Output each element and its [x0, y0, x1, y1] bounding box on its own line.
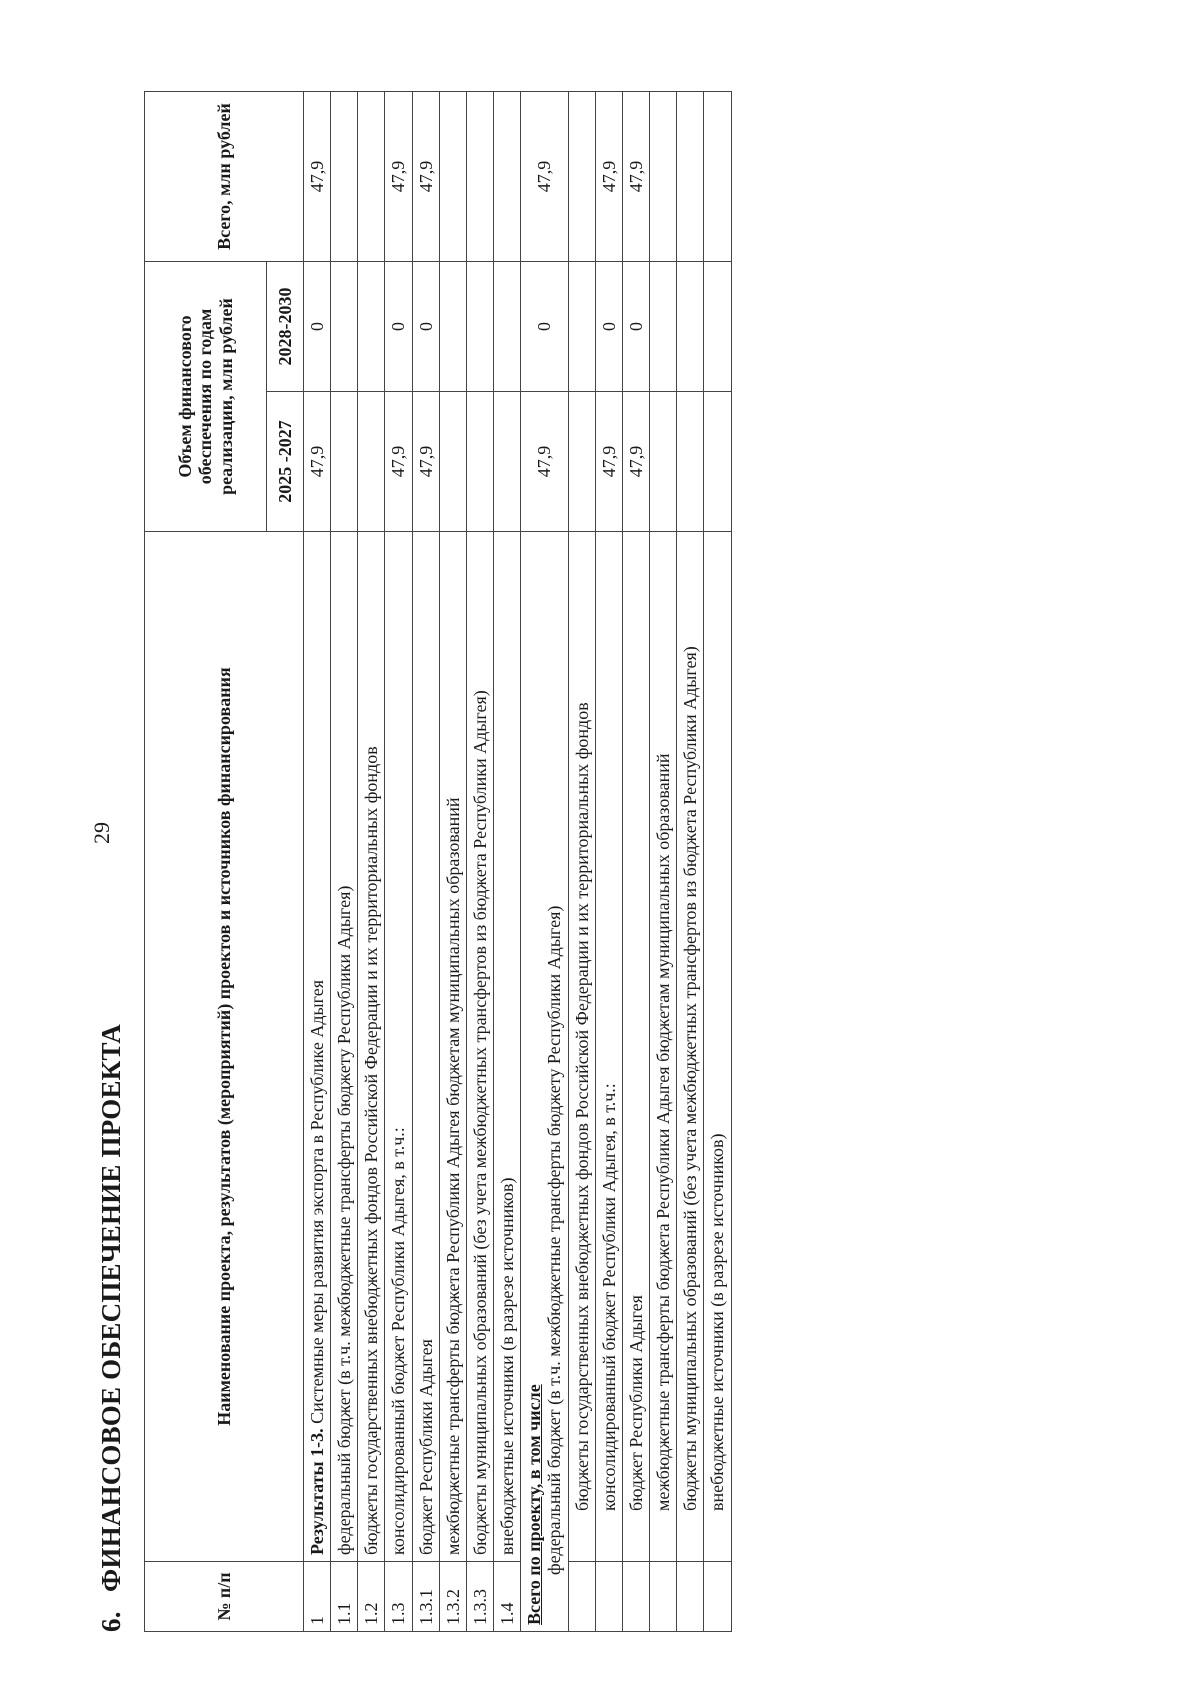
page-number: 29 — [89, 822, 114, 844]
row-number: 1.3 — [385, 1562, 412, 1632]
header-total: Всего, млн рублей — [145, 91, 304, 261]
row-value-2025-2027 — [466, 392, 493, 532]
total-value-total: 47,9 — [521, 91, 568, 261]
total-sub-value-2025-2027 — [677, 392, 704, 532]
row-value-2025-2027 — [358, 392, 385, 532]
total-sub-number — [595, 1562, 622, 1632]
total-sub-value-total: 47,9 — [622, 91, 649, 261]
total-sub-value-total — [677, 91, 704, 261]
row-name: бюджет Республики Адыгея — [412, 532, 439, 1562]
total-sub-value-2025-2027: 47,9 — [595, 392, 622, 532]
row-value-2025-2027: 47,9 — [385, 392, 412, 532]
row-number: 1.4 — [494, 1562, 521, 1632]
header-num: № п/п — [145, 1562, 304, 1632]
total-sub-name: бюджеты муниципальных образований (без учета межбюджетных трансфертов из бюджета Республики Адыгея) — [677, 532, 704, 1562]
total-sub-number — [622, 1562, 649, 1632]
table-row — [439, 91, 466, 1631]
total-value-2028-2030: 0 — [521, 261, 568, 391]
total-sub-row — [650, 91, 677, 1631]
total-sub-name: консолидированный бюджет Республики Адыгея, в т.ч.: — [595, 532, 622, 1562]
table-row — [385, 91, 412, 1631]
total-sub-value-2025-2027 — [704, 392, 731, 532]
total-sub-value-total: 47,9 — [595, 91, 622, 261]
table-row — [304, 91, 331, 1631]
section-heading — [96, 1024, 127, 1632]
row-value-total: 47,9 — [412, 91, 439, 261]
total-sub-row — [622, 91, 649, 1631]
total-sub-number — [650, 1562, 677, 1632]
row-name: бюджеты государственных внебюджетных фондов Российской Федерации и их территориальных фондов — [358, 532, 385, 1562]
section-number: 6. — [96, 1611, 126, 1632]
total-sub-number — [568, 1562, 595, 1632]
total-sub-number — [704, 1562, 731, 1632]
row-value-2028-2030: 0 — [385, 261, 412, 391]
row-number: 1.1 — [331, 1562, 358, 1632]
header-name: Наименование проекта, результатов (мероприятий) проектов и источников финансирования — [145, 532, 304, 1562]
total-sub-name: бюджет Республики Адыгея — [622, 532, 649, 1562]
total-value-2025-2027: 47,9 — [521, 392, 568, 532]
total-sub-value-2025-2027: 47,9 — [622, 392, 649, 532]
header-year-2028-2030: 2028-2030 — [267, 261, 304, 391]
row-value-2028-2030: 0 — [412, 261, 439, 391]
row-number: 1.2 — [358, 1562, 385, 1632]
total-sub-row — [595, 91, 622, 1631]
rotated-page-content — [96, 92, 1096, 1632]
total-sub-name: внебюджетные источники (в разрезе источников) — [704, 532, 731, 1562]
total-sub-value-2028-2030 — [704, 261, 731, 391]
row-name: федеральный бюджет (в т.ч. межбюджетные трансферты бюджету Республики Адыгея) — [331, 532, 358, 1562]
total-row — [521, 91, 568, 1631]
row-name — [304, 532, 331, 1562]
table-row — [494, 91, 521, 1631]
total-sub-value-total — [704, 91, 731, 261]
table-row — [358, 91, 385, 1631]
row-name-bold: Результаты 1-3. — [307, 1428, 327, 1555]
row-name: внебюджетные источники (в разрезе источников) — [494, 532, 521, 1562]
row-value-2025-2027: 47,9 — [304, 392, 331, 532]
row-value-2025-2027 — [331, 392, 358, 532]
header-financing: Объем финансового обеспечения по годам реализации, млн рублей — [145, 261, 267, 531]
total-sub-value-2025-2027 — [568, 392, 595, 532]
row-value-2025-2027: 47,9 — [412, 392, 439, 532]
row-name-text: Системные меры развития экспорта в Республике Адыгея — [307, 979, 327, 1429]
row-name: межбюджетные трансферты бюджета Республики Адыгея бюджетам муниципальных образований — [439, 532, 466, 1562]
table-row — [412, 91, 439, 1631]
total-sub-number — [677, 1562, 704, 1632]
total-sub-value-total — [650, 91, 677, 261]
total-sub-row — [704, 91, 731, 1631]
total-sub-value-2028-2030: 0 — [595, 261, 622, 391]
row-number: 1.3.3 — [466, 1562, 493, 1632]
row-value-total — [358, 91, 385, 261]
row-value-total: 47,9 — [304, 91, 331, 261]
row-name: консолидированный бюджет Республики Адыгея, в т.ч.: — [385, 532, 412, 1562]
row-value-2028-2030: 0 — [304, 261, 331, 391]
row-number: 1.3.1 — [412, 1562, 439, 1632]
row-value-2025-2027 — [439, 392, 466, 532]
total-label-cell — [521, 532, 568, 1632]
row-value-total — [494, 91, 521, 261]
row-value-2028-2030 — [466, 261, 493, 391]
header-year-2025-2027: 2025 -2027 — [267, 392, 304, 532]
section-title: ФИНАНСОВОЕ ОБЕСПЕЧЕНИЕ ПРОЕКТА — [96, 1023, 126, 1592]
total-sub-value-2028-2030 — [677, 261, 704, 391]
row-value-2028-2030 — [494, 261, 521, 391]
total-sub-value-2028-2030 — [568, 261, 595, 391]
total-sub-value-total — [568, 91, 595, 261]
total-sub-name: межбюджетные трансферты бюджета Республики Адыгея бюджетам муниципальных образований — [650, 532, 677, 1562]
financing-table — [144, 91, 732, 1632]
total-sub-row — [677, 91, 704, 1631]
table-row — [466, 91, 493, 1631]
total-sub-value-2028-2030 — [650, 261, 677, 391]
row-value-2028-2030 — [439, 261, 466, 391]
total-sub-name: бюджеты государственных внебюджетных фондов Российской Федерации и их территориальных фондов — [568, 532, 595, 1562]
total-sub-row — [568, 91, 595, 1631]
table-row — [331, 91, 358, 1631]
row-number: 1 — [304, 1562, 331, 1632]
row-value-total: 47,9 — [385, 91, 412, 261]
row-value-2028-2030 — [358, 261, 385, 391]
total-label: Всего по проекту, в том числе — [524, 1384, 545, 1625]
row-value-2028-2030 — [331, 261, 358, 391]
row-value-2025-2027 — [494, 392, 521, 532]
row-value-total — [466, 91, 493, 261]
row-value-total — [331, 91, 358, 261]
total-sub-value-2028-2030: 0 — [622, 261, 649, 391]
row-name: бюджеты муниципальных образований (без учета межбюджетных трансфертов из бюджета Республики Адыгея) — [466, 532, 493, 1562]
row-number: 1.3.2 — [439, 1562, 466, 1632]
row-value-total — [439, 91, 466, 261]
total-sub-name: федеральный бюджет (в т.ч. межбюджетные трансферты бюджету Республики Адыгея) — [544, 905, 565, 1575]
total-sub-value-2025-2027 — [650, 392, 677, 532]
